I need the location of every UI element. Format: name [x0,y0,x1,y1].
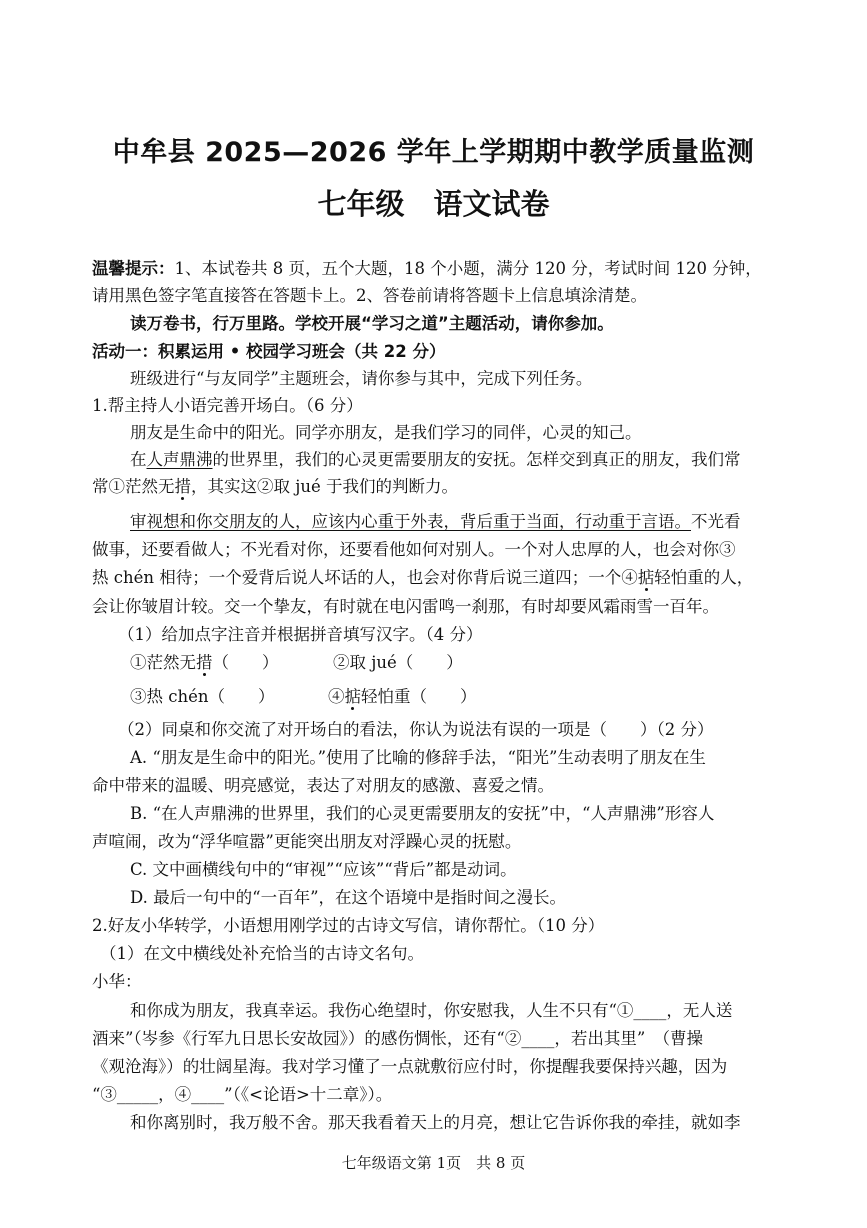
exam-subtitle: 七年级 语文试卷 [317,187,550,221]
activity1-desc: 班级进行“与友同学”主题班会，请你参与其中，完成下列任务。 [130,369,593,388]
q1-passage-line-1: 朋友是生命中的阳光。同学亦朋友，是我们学习的同伴，心灵的知己。 [130,423,642,442]
q2-sub1-stem: （1）在文中横线处补充恰当的古诗文名句。 [100,944,424,963]
letter-line-2: 酒来”（岑参《行军九日思长安故园》）的感伤惆怅，还有“②____，若出其里” （曹操 [92,1029,704,1048]
q1-option-a-line-1: A. “朋友是生命中的阳光。”使用了比喻的修辞手法，“阳光”生动表明了朋友在生 [130,748,706,767]
letter-line-1: 和你成为朋友，我真幸运。我伤心绝望时，你安慰我，人生不只有“①____，无人送 [130,1001,733,1020]
tips-line-2: 请用黑色签字笔直接答在答题卡上。2、答卷前请将答题卡上信息填涂清楚。 [92,286,647,305]
q1-passage-line-5: 做事，还要看做人；不光看对你，还要看他如何对别人。一个对人忠厚的人，也会对你③ [92,540,736,559]
passage-text: 热 chén 相待；一个爱背后说人坏话的人，也会对你背后说三道四；一个④ [92,568,638,587]
tips-label: 温馨提示： [92,259,175,278]
item-text: ①茫然无 [130,653,196,672]
dotted-char: 掂 [344,687,361,706]
answer-blank: 轻怕重（ ） [361,687,477,706]
q1-option-b-line-2: 声喧闹，改为“浮华喧嚣”更能突出朋友对浮躁心灵的抚慰。 [92,832,522,851]
letter-line-3: 《观沧海》）的壮阔星海。我对学习懂了一点就敷衍应付时，你提醒我要保持兴趣，因为 [92,1057,728,1076]
q1-option-d: D. 最后一句中的“一百年”，在这个语境中是指时间之漫长。 [130,888,567,907]
answer-blank: （ ） [212,653,279,672]
q1-sub1-item-4 [328,684,477,710]
exam-title: 中牟县 2025—2026 学年上学期期中教学质量监测 [112,137,755,168]
activity1-heading: 活动一：积累运用 • 校园学习班会（共 22 分） [92,342,446,361]
q2-stem: 2.好友小华转学，小语想用刚学过的古诗文写信，请你帮忙。（10 分） [92,916,605,935]
passage-text: 轻怕重的人， [654,568,754,587]
dotted-char: 掂 [637,568,655,587]
passage-text: 常①茫然无 [92,477,175,496]
q1-sub1-item-2: ②取 jué（ ） [333,653,463,672]
dotted-char: 措 [174,477,191,496]
q1-sub1-item-3: ③热 chén（ ） [130,687,275,706]
q1-passage-line-2 [130,447,830,473]
letter-line-4: “③_____，④____”（《<论语>十二章》）。 [92,1085,393,1104]
q1-sub1-stem: （1）给加点字注音并根据拼音填写汉字。（4 分） [118,625,483,644]
q1-option-c: C. 文中画横线句中的“审视”“应该”“背后”都是动词。 [130,860,517,879]
q1-passage-line-7: 会让你皱眉计较。交一个挚友，有时就在电闪雷鸣一刹那，有时却要风霜雨雪一百年。 [92,597,719,616]
q1-option-b-line-1: B. “在人声鼎沸的世界里，我们的心灵更需要朋友的安抚”中，“人声鼎沸”形容人 [130,804,715,823]
tips-line-1 [92,256,792,282]
underlined-sentence: 审视想和你交朋友的人，应该内心重于外表，背后重于当面，行动重于言语。 [130,512,691,531]
q1-passage-line-3 [92,474,792,500]
passage-text: 不光看 [691,512,741,531]
dotted-char: 措 [196,653,213,672]
intro-line: 读万卷书，行万里路。学校开展“学习之道”主题活动，请你参加。 [130,314,614,333]
passage-text: 的世界里，我们的心灵更需要朋友的安抚。怎样交到真正的朋友，我们常 [212,450,741,469]
q1-sub1-item-1 [130,650,279,676]
letter-line-5: 和你离别时，我万般不舍。那天我看着天上的月亮，想让它告诉你我的牵挂，就如李 [130,1113,741,1132]
tips-text-1: 1、本试卷共 8 页，五个大题，18 个小题，满分 120 分，考试时间 120 分钟， [174,259,762,278]
item-text: ④ [328,687,345,706]
q1-passage-line-4 [130,509,830,535]
passage-text: 在 [130,450,147,469]
q1-stem: 1.帮主持人小语完善开场白。（6 分） [92,396,363,415]
q1-sub2-stem: （2）同桌和你交流了对开场白的看法，你认为说法有误的一项是（ ）（2 分） [118,720,714,739]
q1-option-a-line-2: 命中带来的温暖、明亮感觉，表达了对朋友的感激、喜爱之情。 [92,776,554,795]
q1-passage-line-6 [92,565,792,591]
passage-text: ，其实这②取 jué 于我们的判断力。 [191,477,458,496]
page-footer: 七年级语文第 1页 共 8 页 [341,1154,526,1172]
underlined-phrase: 人声鼎沸 [146,450,213,469]
letter-salutation: 小华： [92,972,142,991]
